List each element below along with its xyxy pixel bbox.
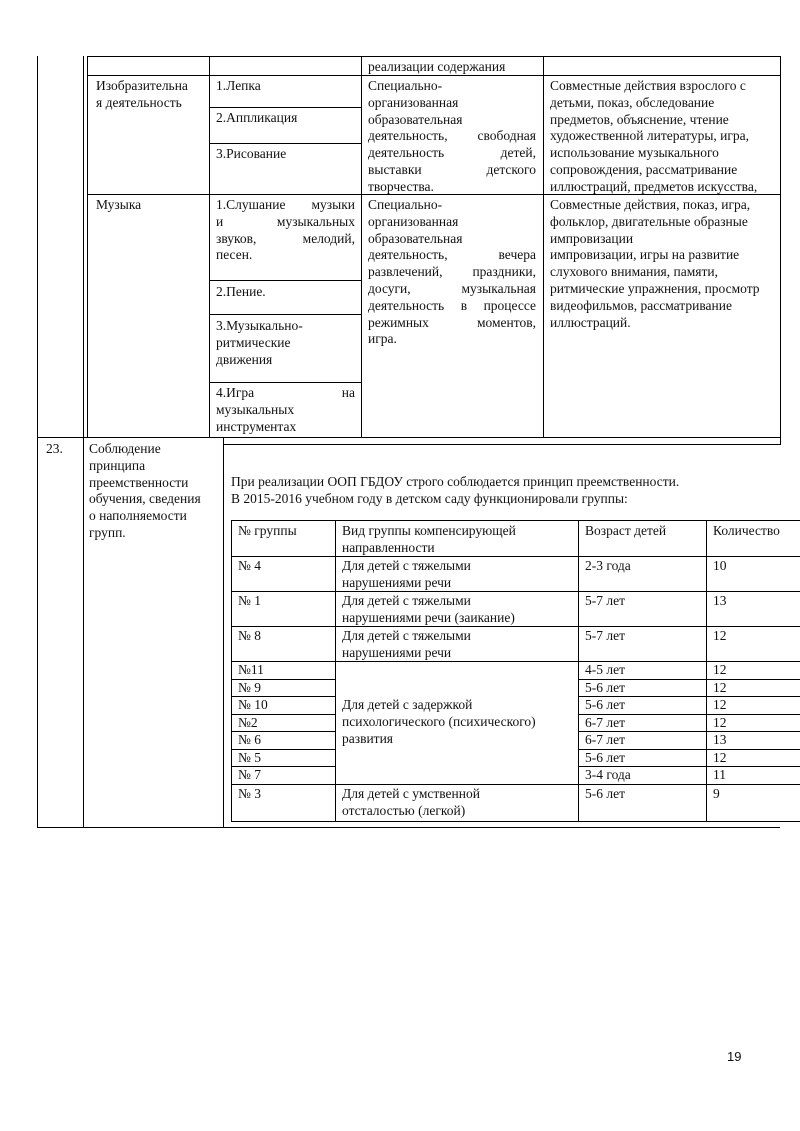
music-activity-line: звуков, мелодий, (216, 230, 355, 246)
music-form-line: деятельность, вечера (368, 247, 536, 263)
music-form-line: режимных моментов, (368, 314, 536, 330)
group-age: 6-7 лет (585, 732, 625, 747)
art-form-line: деятельность, свободная (368, 128, 536, 144)
art-form-line: организованная (368, 94, 459, 110)
music-method-line: иллюстраций. (550, 314, 631, 330)
art-method-line: сопровождения, рассматривание (550, 161, 738, 177)
music-area: Музыка (96, 197, 142, 212)
group-age: 5-6 лет (585, 697, 625, 712)
art-method-line: предметов, объяснение, чтение (550, 111, 729, 127)
group-type-line: Для детей с тяжелыми (342, 628, 471, 643)
music-activity-2: 2.Пение. (216, 284, 266, 299)
group-type-line: Для детей с умственной (342, 786, 480, 801)
group-age: 5-7 лет (585, 593, 625, 608)
art-form-line: выставки детского (368, 161, 536, 177)
group-age: 4-5 лет (585, 662, 625, 677)
music-activity-4 (216, 385, 355, 435)
group-number: № 5 (238, 750, 262, 765)
group-number: № 6 (238, 732, 262, 747)
group-count: 11 (713, 767, 726, 782)
group-count: 12 (713, 628, 727, 643)
music-activity-line: и музыкальных (216, 213, 355, 229)
art-form-line: образовательная (368, 111, 463, 127)
art-method-line: детьми, показ, обследование (550, 94, 715, 110)
art-form-line: Специально- (368, 78, 443, 93)
group-count: 12 (713, 697, 727, 712)
group-age: 5-6 лет (585, 750, 625, 765)
music-activity-line: 1.Слушание музыки (216, 197, 355, 212)
group-number: № 1 (238, 593, 262, 608)
music-form-line: деятельность в процессе (368, 297, 536, 313)
row-number: 23. (46, 441, 63, 456)
music-form-line: досуги, музыкальная (368, 280, 536, 296)
zpr-type-line: развития (342, 731, 394, 746)
group-type-line: нарушениями речи (заикание) (342, 610, 515, 625)
art-area-line-2: я деятельность (96, 95, 182, 110)
music-activity-line: песен. (216, 247, 253, 263)
group-count: 12 (713, 662, 727, 677)
music-method-line: Совместные действия, показ, игра, (550, 197, 751, 212)
group-age: 6-7 лет (585, 715, 625, 730)
row23-title (89, 441, 219, 542)
groups-header-type-line: направленности (342, 540, 435, 555)
group-age: 2-3 года (585, 558, 631, 573)
art-form-line: деятельность детей, (368, 145, 536, 161)
group-number: № 4 (238, 558, 262, 573)
music-activity-line: музыкальных (216, 401, 295, 417)
music-method-line: видеофильмов, рассматривание (550, 297, 732, 313)
music-form-line: организованная (368, 213, 459, 229)
music-method-line: слухового внимания, памяти, (550, 264, 718, 280)
group-number: № 9 (238, 680, 262, 695)
group-count: 13 (713, 593, 727, 608)
art-area-line-1: Изобразительна (96, 78, 188, 93)
art-activity-2: 2.Аппликация (216, 110, 298, 125)
music-method-line: импровизации (550, 230, 634, 246)
music-activity-line: движения (216, 351, 273, 367)
music-method-line: импровизации, игры на развитие (550, 247, 740, 263)
music-forms (368, 197, 536, 348)
music-method-line: ритмические упражнения, просмотр (550, 280, 760, 296)
music-method-line: фольклор, двигательные образные (550, 213, 748, 229)
group-number: № 3 (238, 786, 262, 801)
art-activity-3: 3.Рисование (216, 146, 287, 161)
music-activity-line: инструментах (216, 418, 297, 434)
zpr-type-line: Для детей с задержкой (342, 697, 473, 712)
art-method-line: художественной литературы, игра, (550, 128, 750, 144)
group-count: 12 (713, 715, 727, 730)
top-row-text: реализации содержания (368, 59, 506, 74)
group-age: 3-4 года (585, 767, 631, 782)
group-number: №11 (238, 662, 264, 677)
music-form-line: образовательная (368, 230, 463, 246)
art-method-line: использование музыкального (550, 145, 719, 161)
groups-header-count: Количество (713, 523, 780, 538)
groups-header-age: Возраст детей (585, 523, 667, 538)
groups-header-number: № группы (238, 523, 297, 538)
group-type-line: нарушениями речи (342, 575, 452, 590)
art-methods (550, 78, 778, 196)
group-age: 5-6 лет (585, 786, 625, 801)
group-type-line: нарушениями речи (342, 645, 452, 660)
intro-line-2: В 2015-2016 учебном году в детском саду функционировали группы: (231, 491, 628, 506)
row23-title-line: групп. (89, 524, 126, 540)
music-activity-3 (216, 318, 355, 368)
group-count: 12 (713, 750, 727, 765)
group-number: № 8 (238, 628, 262, 643)
group-age: 5-7 лет (585, 628, 625, 643)
row23-title-line: принципа (89, 457, 146, 473)
art-method-line: Совместные действия взрослого с (550, 78, 746, 93)
music-form-line: игра. (368, 331, 397, 347)
group-count: 13 (713, 732, 727, 747)
group-age: 5-6 лет (585, 680, 625, 695)
music-form-line: Специально- (368, 197, 443, 212)
art-activity-1: 1.Лепка (216, 78, 261, 93)
group-count: 12 (713, 680, 727, 695)
art-form-line: творчества. (368, 178, 434, 194)
group-number: №2 (238, 715, 258, 730)
music-activity-line: ритмические (216, 334, 291, 350)
art-forms (368, 78, 536, 196)
music-methods (550, 197, 778, 331)
group-count: 10 (713, 558, 727, 573)
music-activity-line: 3.Музыкально- (216, 318, 303, 333)
row23-title-line: обучения, сведения (89, 491, 201, 507)
music-form-line: развлечений, праздники, (368, 264, 536, 280)
music-activity-line: 4.Игра на (216, 385, 355, 400)
group-type-line: Для детей с тяжелыми (342, 593, 471, 608)
group-count: 9 (713, 786, 720, 801)
page-number: 19 (727, 1049, 742, 1064)
group-type-line: отсталостью (легкой) (342, 803, 466, 818)
row23-title-line: о наполняемости (89, 508, 187, 524)
group-number: № 7 (238, 767, 262, 782)
music-activity-1 (216, 197, 355, 264)
row23-title-line: преемственности (89, 474, 189, 490)
art-method-line: иллюстраций, предметов искусства, (550, 178, 758, 194)
intro-line-1: При реализации ООП ГБДОУ строго соблюдается принцип преемственности. (231, 474, 680, 489)
groups-header-type-line: Вид группы компенсирующей (342, 523, 516, 538)
group-type-line: Для детей с тяжелыми (342, 558, 471, 573)
group-number: № 10 (238, 697, 268, 712)
row23-title-line: Соблюдение (89, 441, 161, 456)
zpr-type-line: психологического (психического) (342, 714, 536, 729)
